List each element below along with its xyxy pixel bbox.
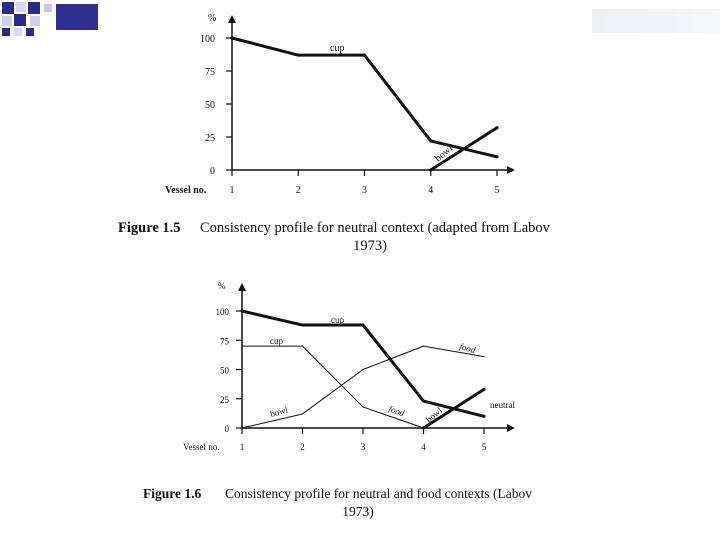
- data-point-cup: [297, 54, 300, 57]
- y-axis-arrow: [238, 283, 246, 291]
- x-tick-label: 1: [229, 185, 235, 196]
- data-point-cup: [429, 139, 432, 142]
- series-line-cup-thick: [242, 311, 484, 419]
- data-point-cup: [422, 400, 425, 403]
- y-tick-label: 0: [224, 424, 229, 434]
- chart-1: [165, 13, 515, 196]
- data-point-cup: [363, 54, 366, 57]
- data-point-cup: [362, 324, 365, 327]
- data-point-bowl: [496, 126, 499, 129]
- x-tick-label: 1: [239, 442, 245, 452]
- y-tick-label: 50: [220, 365, 229, 376]
- x-axis-arrow: [507, 166, 515, 174]
- series-label-cup: cup: [331, 315, 344, 325]
- data-point-bowl: [429, 169, 432, 172]
- x-tick-label: 2: [300, 442, 305, 452]
- x-tick-label: 3: [362, 185, 367, 196]
- x-axis-arrow: [507, 424, 515, 432]
- y-axis-label: %: [218, 281, 226, 291]
- y-tick-label: 100: [200, 34, 215, 45]
- data-point-cup: [423, 427, 424, 428]
- figure-caption-2: [143, 485, 573, 520]
- caption-text: Consistency profile for neutral and food contexts (Labov: [225, 486, 533, 501]
- y-tick-label: 25: [205, 133, 215, 144]
- y-tick-label: 25: [220, 394, 229, 405]
- caption-text-line2: 1973): [342, 504, 374, 519]
- series-label-neutral: neutral: [490, 400, 515, 410]
- figure-caption-1: [118, 220, 588, 255]
- x-axis-label: Vessel no.: [165, 185, 207, 196]
- series-label-cup: cup: [270, 336, 283, 346]
- chart-2: [183, 281, 515, 452]
- y-tick-label: 50: [205, 100, 215, 111]
- data-point-bowl: [483, 388, 486, 391]
- data-point-bowl: [302, 413, 303, 414]
- caption-label: Figure 1.6: [143, 486, 202, 501]
- data-point-cup: [302, 346, 303, 347]
- y-axis-label: %: [208, 13, 217, 24]
- x-tick-label: 3: [360, 442, 366, 452]
- data-point-cup: [483, 415, 486, 418]
- data-point-bowl: [423, 346, 424, 347]
- y-tick-label: 0: [210, 166, 215, 177]
- x-tick-label: 2: [295, 185, 301, 196]
- data-point-cup: [241, 346, 242, 347]
- y-tick-label: 75: [220, 336, 229, 347]
- series-label-food: food: [458, 341, 477, 356]
- series-label-bowl: bowl: [432, 143, 456, 165]
- data-point-cup: [241, 310, 244, 313]
- series-label-cup: cup: [330, 43, 345, 54]
- x-tick-label: 5: [494, 185, 500, 196]
- caption-text: Consistency profile for neutral context (adapted from Labov: [200, 220, 550, 236]
- x-axis-label: Vessel no.: [183, 442, 220, 452]
- data-point-cup: [301, 324, 304, 327]
- series-label-bowl: bowl: [423, 405, 445, 425]
- data-point-bowl: [362, 369, 363, 370]
- data-point-cup: [362, 406, 363, 407]
- data-point-cup: [496, 155, 499, 158]
- series-label-food: food: [387, 403, 406, 419]
- x-tick-label: 4: [421, 442, 426, 452]
- data-point-bowl: [241, 427, 242, 428]
- y-tick-label: 100: [215, 307, 229, 317]
- y-tick-label: 75: [205, 67, 215, 78]
- caption-text-line2: 1973): [353, 238, 387, 254]
- x-tick-label: 4: [428, 185, 434, 196]
- data-point-bowl: [483, 356, 484, 357]
- series-label-bowl: bowl: [268, 404, 289, 419]
- data-point-cup: [231, 37, 234, 40]
- caption-label: Figure 1.5: [118, 220, 181, 236]
- y-axis-arrow: [228, 15, 236, 23]
- x-tick-label: 5: [481, 442, 487, 452]
